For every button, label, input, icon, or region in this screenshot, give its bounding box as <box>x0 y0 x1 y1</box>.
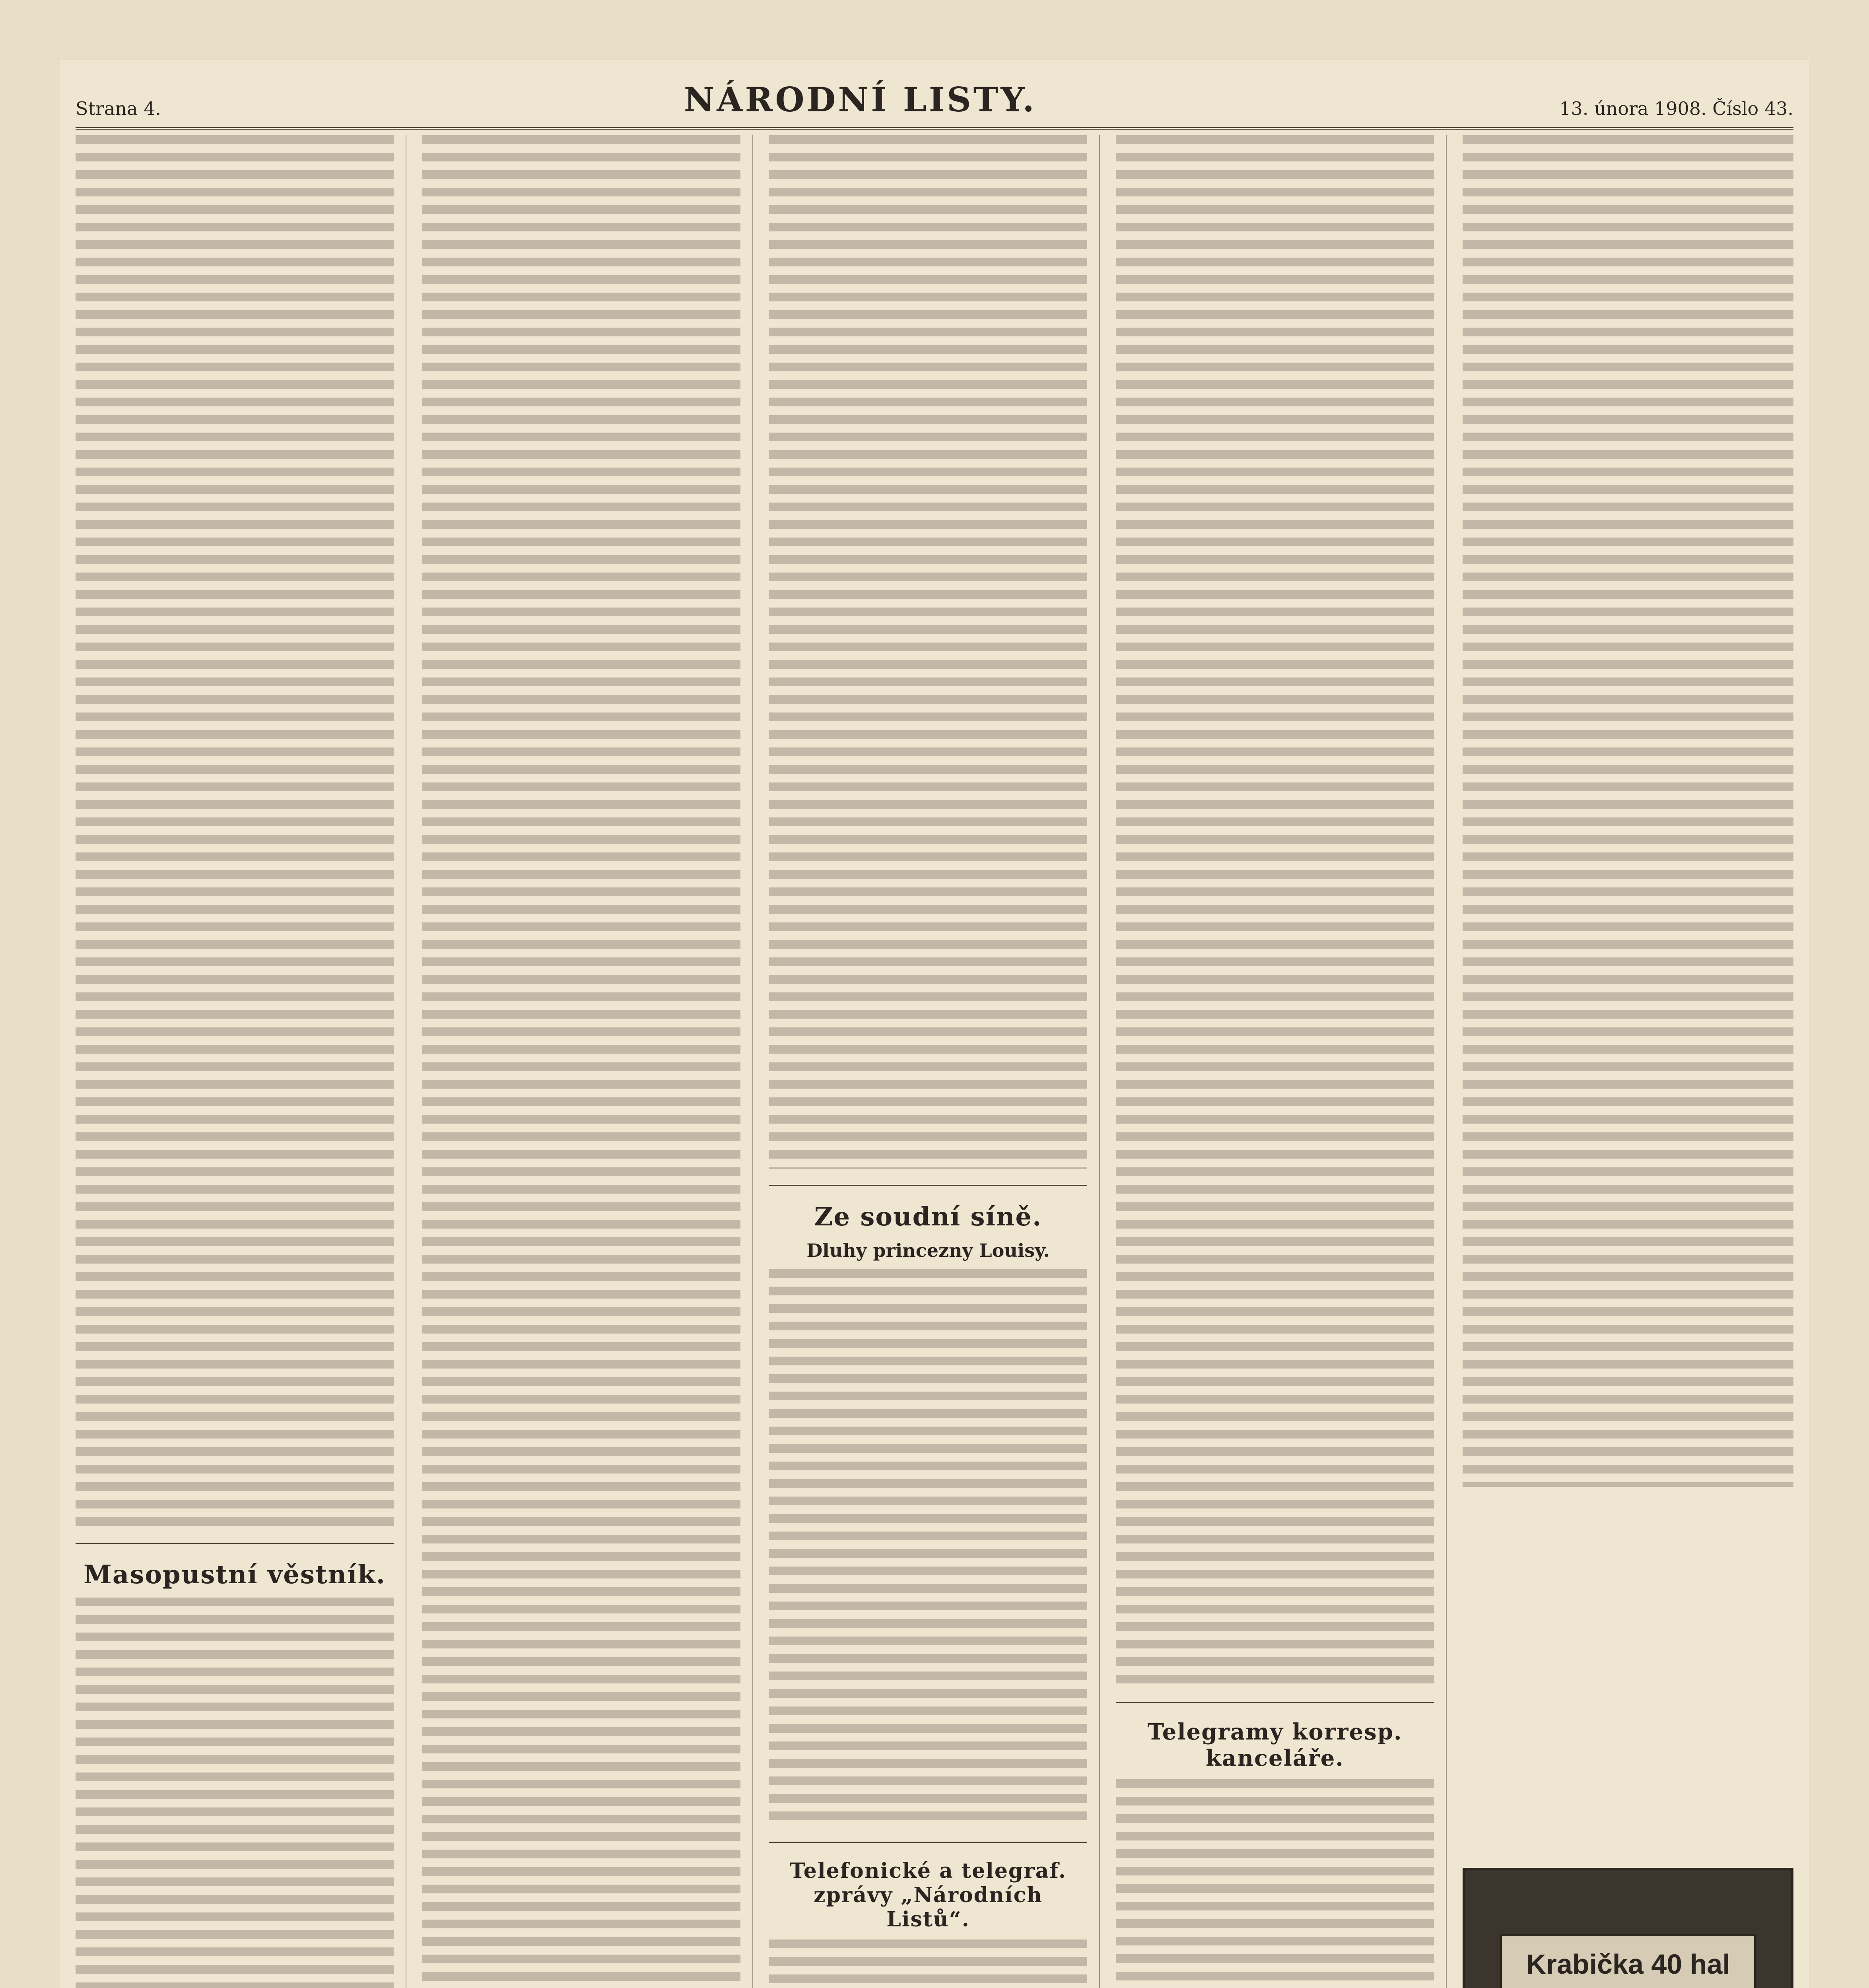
section-headline: Telefonické a telegraf. zprávy „Národních Listů“. <box>790 1859 1067 1932</box>
article-body <box>769 135 1087 1169</box>
column-4 <box>1116 135 1447 1988</box>
article-body <box>1463 135 1793 1487</box>
divider <box>76 1543 394 1544</box>
ad-box-label: Krabička 40 hal <box>1500 1934 1756 1988</box>
section-headline: Telegramy korresp. kanceláře. <box>1147 1719 1403 1771</box>
article-body <box>422 135 740 1988</box>
masthead-title: NÁRODNÍ LISTY. <box>684 80 1037 119</box>
article-columns <box>76 135 1793 1988</box>
article-body <box>76 1598 394 1988</box>
divider <box>769 1842 1087 1843</box>
divider <box>769 1185 1087 1186</box>
column-3 <box>769 135 1100 1988</box>
column-1 <box>76 135 406 1988</box>
article-body <box>1116 1779 1434 1988</box>
page-header <box>76 76 1793 130</box>
article-body <box>769 1269 1087 1826</box>
section-headline: Masopustní věstník. <box>84 1560 386 1590</box>
column-2 <box>422 135 753 1988</box>
newspaper-page <box>60 60 1809 1988</box>
article-body <box>1116 135 1434 1686</box>
section-headline: Ze soudní síně. <box>814 1202 1042 1232</box>
column-5 <box>1463 135 1793 1988</box>
divider <box>1116 1702 1434 1703</box>
page-label: Strana 4. <box>76 98 161 119</box>
issue-date: 13. února 1908. Číslo 43. <box>1559 98 1793 119</box>
article-body <box>769 1939 1087 1988</box>
advertisement <box>1463 1868 1793 1988</box>
article-body <box>76 135 394 1527</box>
article-subhead: Dluhy princezny Louisy. <box>806 1240 1050 1261</box>
